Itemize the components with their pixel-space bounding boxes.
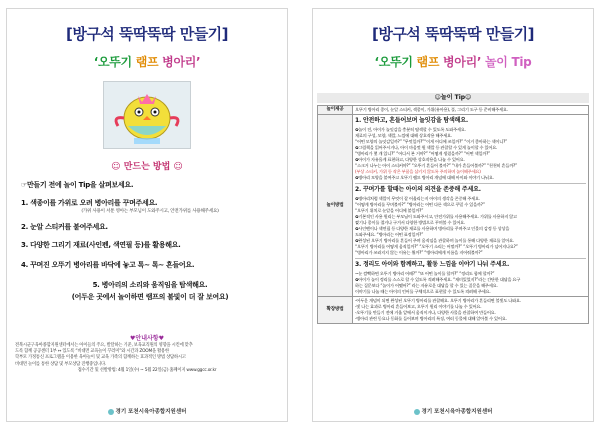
expand-line: -어두운 개념이 되면 완성된 오뚜기 병아리를 관찰해요. 오뚜기 병아리가 흔들리면 불빛도 나와요. [355, 298, 521, 303]
subtitle-part-2: 램프 [135, 55, 159, 69]
section-line: “오뚜기 병아리를 어떻게 움직일까?” “오뚜기 소리는 어떨까?” “오뚜기 병아리가 넘어지나요?” [355, 244, 518, 249]
row-content: 오뚜기 병아리 종이, 눈알 스티커, 색종이, 가위(유아용), 풀, 그리기 도구 등 준비해주세요. [353, 106, 589, 115]
section-line: ✿놀이 전, 아이가 놀잇감을 충분히 탐색할 수 있도록 도와주세요. [355, 127, 466, 132]
section-line: “어떤 모양의 놀잇감일까?” “무엇일까?”“이게 어디에 쓰일까?” “이거 좋아하는 색이니?” [355, 139, 508, 144]
step-5-note: (어두운 곳에서 놀이하면 램프의 불빛이 더 잘 보여요) [71, 293, 229, 301]
subtitle-part-1: ‘오뚜기 [93, 55, 136, 69]
page-right [312, 8, 594, 422]
row-head: 확장방법 [318, 297, 353, 324]
method-title: ☺ 만드는 방법 ☺ [111, 162, 183, 172]
notice-title: ♥안내사항♥ [130, 335, 164, 342]
step-5: 5. 병아리의 소리와 움직임을 탐색해요. [92, 281, 208, 289]
page-title: [방구석 뚝딱뚝딱 만들기] [371, 25, 535, 43]
row-content [353, 115, 589, 297]
section-line: ✿아이가 놀이 정리를 스스로 할 수 있도록 격려해주세요. “재미있었지?”라는 간단한 대답을 요구 [355, 277, 521, 282]
footer [7, 407, 287, 415]
table-row [318, 106, 589, 115]
section-line: 이야기를 나눌 때는 아이의 언어를 구체적으로 표현할 수 있도록 격려해 주세요. [355, 289, 491, 294]
chick-photo [103, 81, 191, 149]
page-title: [방구석 뚝딱뚝딱 만들기] [65, 25, 229, 43]
subtitle-part-3: 병아리’ [439, 55, 482, 69]
footer-text: 경기 포천시육아종합지원센터 [115, 409, 187, 415]
section-line: 찢기나 종이를 접거나 구겨서 다양한 방법으로 꾸며볼 수 있어요. [355, 220, 466, 225]
section-line: 재료의 구성, 모양, 색깔, 느낌에 대해 상호작용 해주세요. [355, 133, 453, 138]
section-line: ✿완성된 오뚜기 병아리를 흔들어 주며 움직임을 관찰하며 놀이를 통해 다양한 재료를 알아요. [355, 238, 515, 243]
expand-line: -빛 나는 효과로 병아리 흔들어보고, 오뚜기 원리 이야기를 나눌 수 있어요. [355, 304, 482, 309]
notice-line-1: 전북시군구육아종합지원센터에서는 아이들의 주요, 발달하는 기준, 보육교직원의 영향을 시킨에 맞추 [15, 343, 193, 348]
section-title: 1. 안전하고, 흔들어보며 놀잇감을 탐색해요. [355, 117, 468, 124]
section-line: ✿아이가 자유롭게 표현하고, 다양한 상호작용을 나눌 수 있어요. [355, 157, 465, 162]
section-line: 도와주세요. “병아리는 어떤 표정일까?” [355, 232, 424, 237]
notice-line-5: 접수기간 및 선발방법: 4월 1일(수) ~ 5월 22일(금) 홈페이지 www.ggcc.or.kr [77, 367, 217, 373]
section-line: ✿그림책을 읽어주시거나, 아이 마음껏 원 색깔 등 관찰할 수 있게 놀이할 수 있어요. [355, 145, 498, 150]
section-title: 3. 정리도 아이와 함께하고, 활동 느낌을 이야기 나눠 주세요. [355, 261, 510, 268]
footer [313, 407, 593, 415]
notice-text [15, 343, 279, 374]
section-line: ✿기본적인 사용 원리는 부모님이 도와주시고, 안전가위를 사용해주세요. 가위를 사용하지 않고 [355, 214, 517, 219]
section-line: (부상 스티커, 가위 등 작은 부품을 삼키지 않도록 주의하며 놀이해주세요) [355, 169, 481, 174]
expand-line: -병아리 관련 동요나 동화를 들어보며 병아리의 특징, 여러 동물에 대해 알아볼 수 있어요. [355, 316, 507, 321]
logo-icon [108, 409, 114, 415]
divider [355, 258, 586, 259]
section-line: “병아리가 쓰러지지 않는 이유는 뭘까?” “병아리에게 이름을 지어줘볼까?” [355, 250, 483, 255]
section-line: ✿병아리처럼 색깔이 무엇이 잘 어울리는지 아이의 생각을 존중해 주세요. [355, 196, 480, 201]
subtitle-part-2: 램프 [416, 55, 440, 69]
row-head: 놀이제공 [318, 106, 353, 115]
divider [355, 183, 586, 184]
page-left [6, 8, 288, 422]
step-1-note: (가위 사용이 서툰 영아는 부모님이 도와주시고, 안전가위를 사용해주세요) [81, 209, 219, 214]
subtitle [313, 53, 593, 70]
section-title: 2. 꾸며가를 할때는 아이의 의견을 존중해 주세요. [355, 186, 481, 193]
table-row [318, 115, 589, 297]
tip-header: ☺놀이 Tip☺ [317, 93, 589, 103]
tip-table [317, 105, 589, 324]
section-line: “오뚜기 위치로 눈알을 어디에 붙일까?” [355, 208, 424, 213]
subtitle-part-4: 놀이 Tip [481, 55, 532, 69]
notice-line-4: 비대면 놀이를 통한 상담 및 부모상담 진행중입니다. [15, 361, 107, 367]
chick-icon [104, 82, 190, 148]
section-line: “스크거 나누는 아이 스티커야?” “오뚜기 흔들어 볼까?” “내가 흔들어볼까?” “천천히 흔들까?” [355, 163, 518, 168]
expand-line: -오뚜기를 만들기 전에 거울 앞에서 움직이거나, 다양한 사물을 관찰하여 만들어요. [355, 310, 496, 315]
row-content [353, 297, 589, 324]
step-2: 2. 눈알 스티커를 붙여주세요. [21, 223, 108, 231]
section-line: “어떻게 병아리를 꾸며볼까?” “병아리는 어떤 다른 색으로 꾸밀 수 있을까?” [355, 202, 485, 207]
subtitle-part-1: ‘오뚜기 [374, 55, 417, 69]
step-1: 1. 색종이를 가위로 오려 병아리를 꾸며주세요. [21, 199, 158, 207]
table-row [318, 297, 589, 324]
intro-line: ☞만들기 전에 놀이 Tip을 살펴보세요. [21, 181, 134, 189]
subtitle-part-3: 병아리’ [158, 55, 201, 69]
footer-text: 경기 포천시육아종합지원센터 [421, 409, 493, 415]
logo-icon [414, 409, 420, 415]
notice-line-3: 학부모 가정통신 프로그램을 이용한 육아놀이 및 교육 가족의 함께하는 효과적인 방법 상담하시고 [15, 355, 186, 361]
step-4: 4. 꾸며진 오뚜기 병아리를 바닥에 놓고 톡~ 톡~ 흔들어요. [21, 261, 195, 269]
step-3: 3. 다양한 그리기 재료(사인펜, 색연필 등)를 활용해요. [21, 241, 181, 249]
section-line: ✿사인펜이나 색연필 등 다양한 재료를 사용하며 병아리를 꾸며주고 인물의 감정 등 상상을 [355, 226, 510, 231]
subtitle [7, 53, 287, 70]
section-line: “병아리가 몇 개 있니?” “어디서 본 거야?” “어떻게 생겼을까?” “어떤 색일까?” [355, 151, 491, 156]
section-line: ✿병아리 모양을 붙여주고 오뚜기 램프 병아리 개념에 대해 아이와 이야기 나눠요. [355, 175, 494, 180]
row-head: 놀이방법 [318, 115, 353, 297]
section-line: ~눈 깜빡하면 오뚜기 병아리 어때?” “또 어떤 놀이를 할까?” “정리도 함께 할까?” [355, 271, 495, 276]
notice-line-2: 도록 함께 공공센터 1부 ↔ 있도록 “비대면 교육놀이 꾸러미”와 시간과 ZOOM을 활용한 [15, 349, 169, 355]
section-line: 하는 질문보다 “놀이가 어땠어?” 라는 자유로운 대답을 할 수 있는 질문을 해주세요. [355, 283, 498, 288]
